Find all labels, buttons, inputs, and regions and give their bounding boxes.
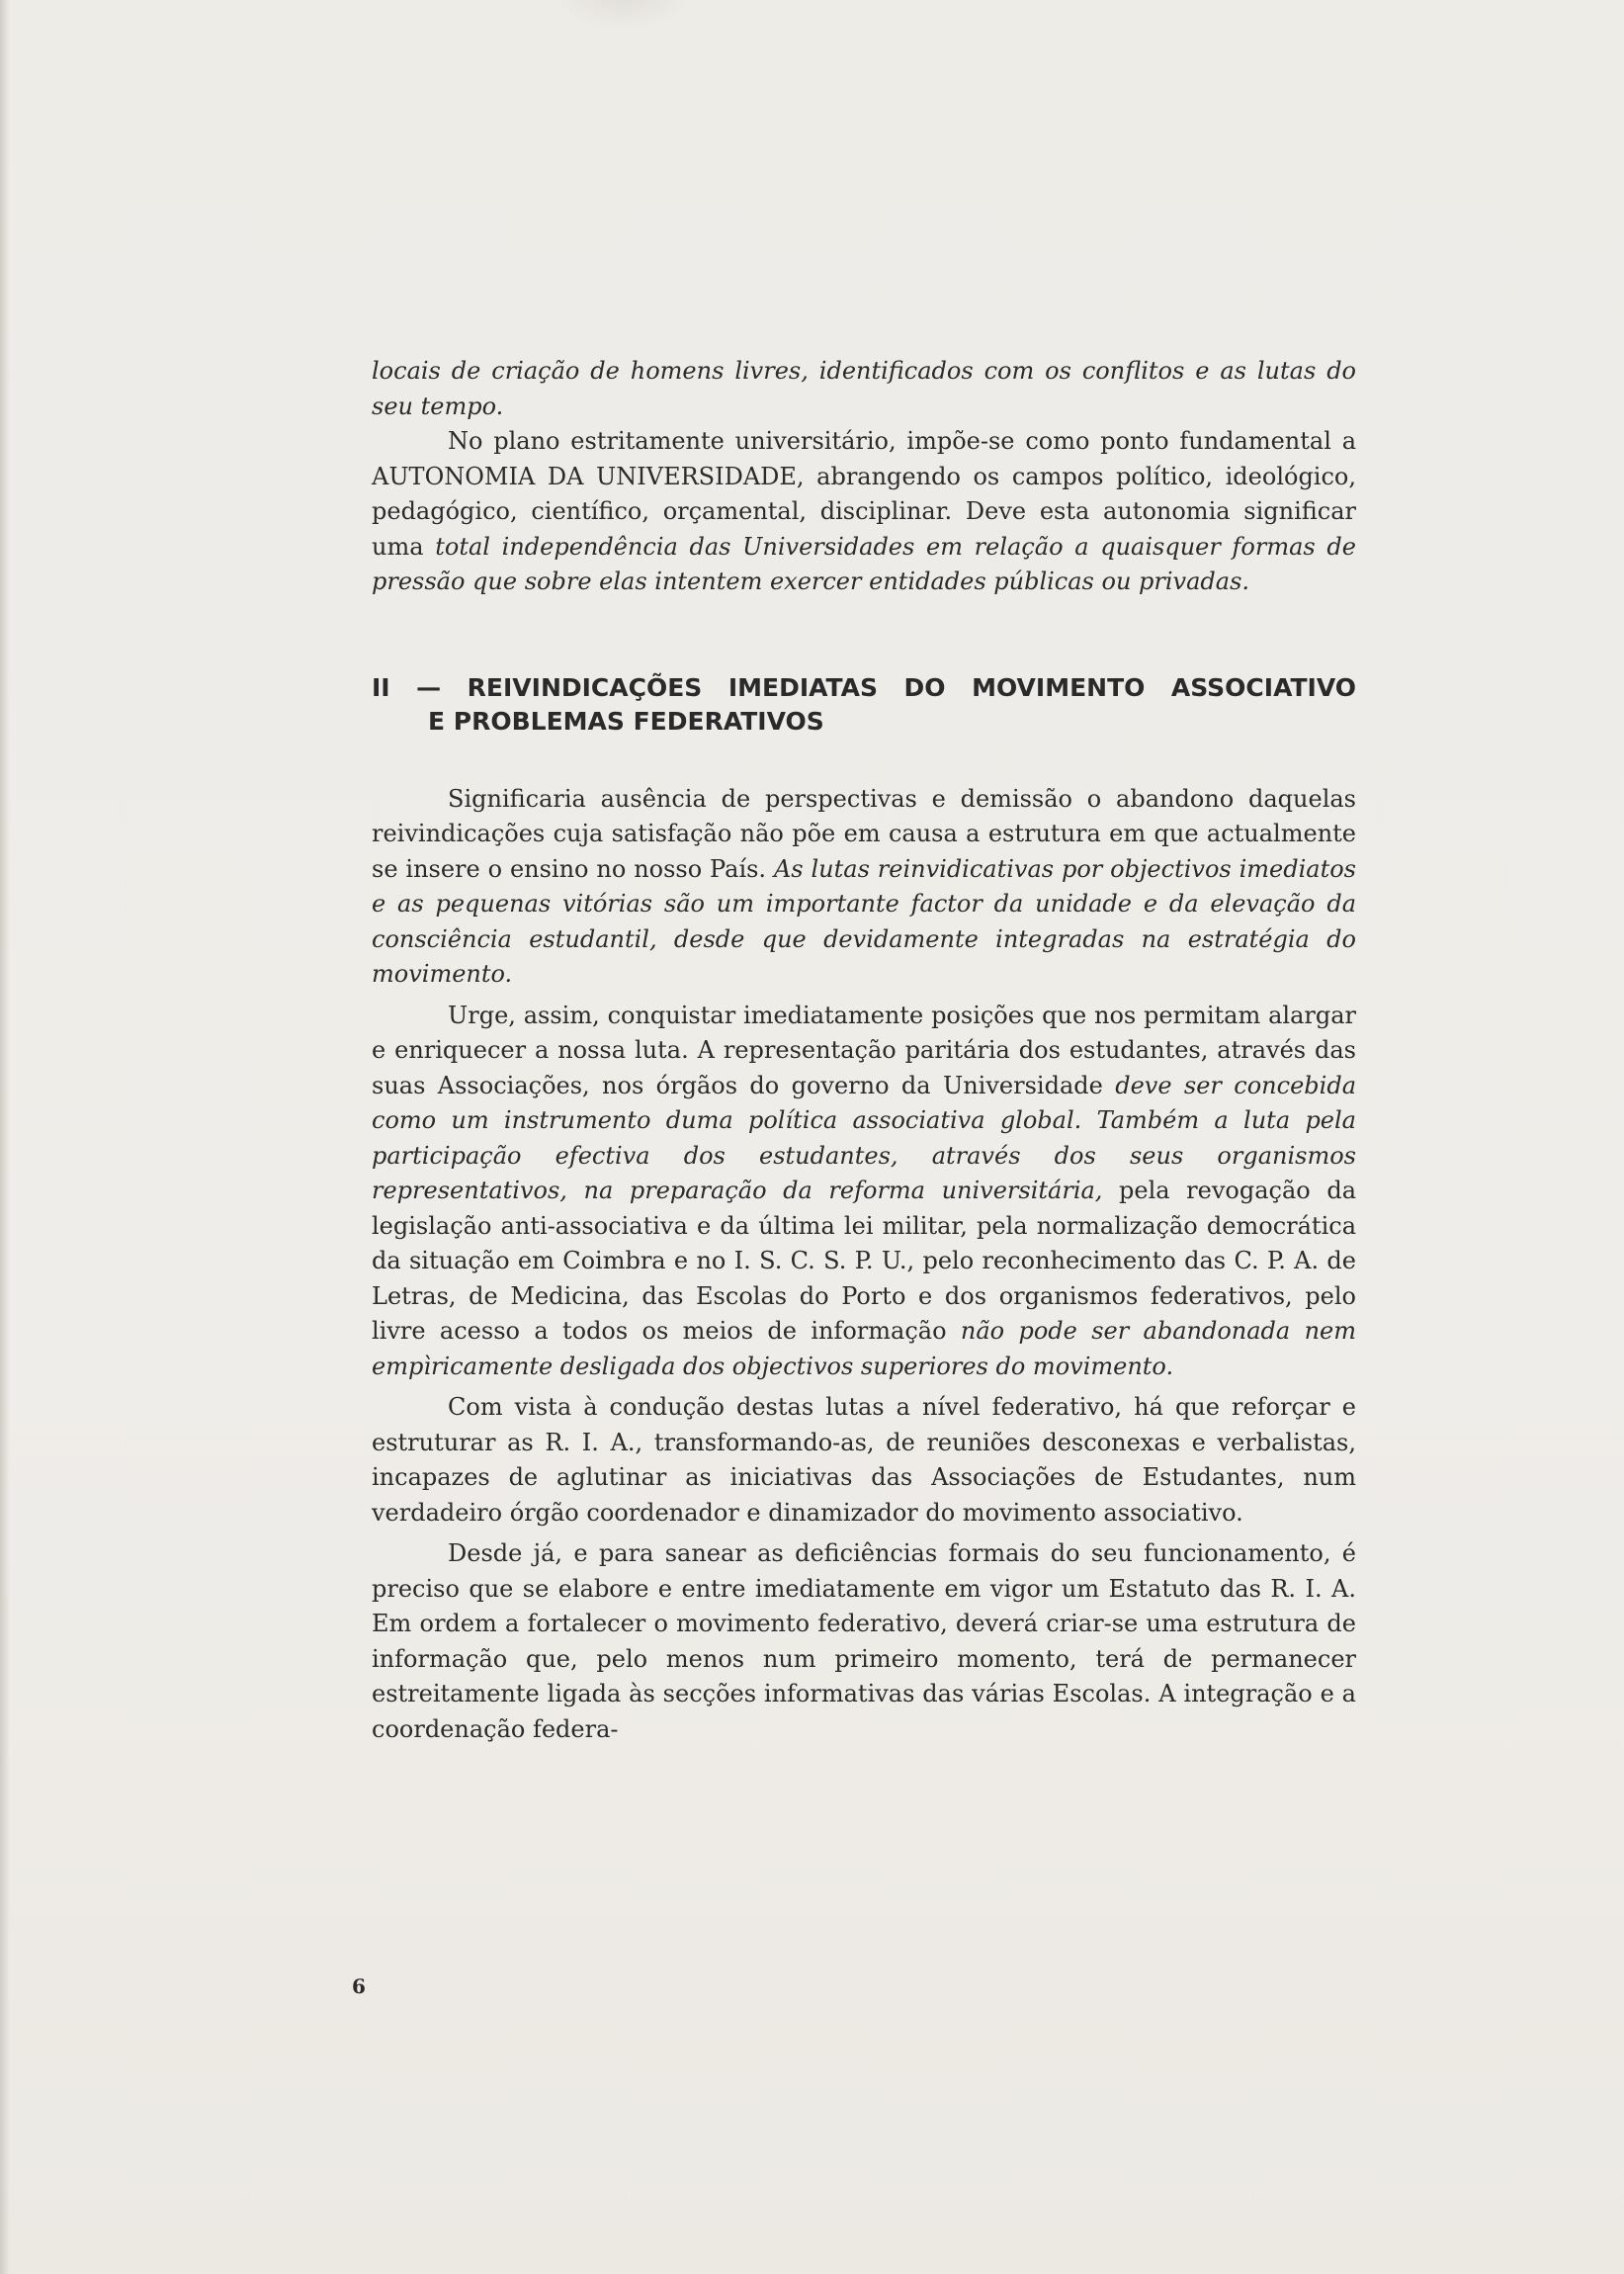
page-edge-shadow [0, 0, 10, 2274]
paragraph-6-text: Desde já, e para sanear as deficiências formais do seu funcionamento, é preciso que se elabore e entre imediatamente em vigor um Estatuto das R. I. A. Em ordem a fortalecer o movimento federativo, deverá criar-se uma estrutura de informação que, pelo menos num primeiro momento, terá de permanecer estreitamente ligada às secções informativas das várias Escolas. A integração e a coordenação federa- [372, 1539, 1356, 1743]
paragraph-2 [372, 424, 1356, 600]
paragraph-4-italic-2: não pode ser abandonada nem empìricamente desligada dos objectivos superiores do movimento. [372, 1317, 1356, 1380]
paper-stain [554, 0, 692, 30]
paragraph-4-text-2: pela revogação da legislação anti-associativa e da última lei militar, pela normalização democrática da situação em Coimbra e no I. S. C. S. P. U., pelo reconhecimento das C. P. A. de Letras, de Medicina, das Escolas do Porto e dos organismos federativos, pelo livre acesso a todos os meios de informação [372, 1177, 1357, 1345]
paragraph-2-text: No plano estritamente universitário, impõe-se como ponto fundamental a AUTONOMIA DA UNIVERSIDADE, abrangendo os campos político, ideológico, pedagógico, científico, orçamental, disciplinar. Deve esta autonomia significar uma [372, 427, 1356, 561]
page-number: 6 [352, 1974, 366, 1998]
paragraph-1-italic: locais de criação de homens livres, identificados com os conflitos e as lutas do seu tempo. [372, 357, 1356, 420]
paragraph-4-italic-1: deve ser concebida como um instrumento duma política associativa global. Também a luta pela participação efectiva dos estudantes, através dos seus organismos representativos, na preparação da reforma universitária, [372, 1071, 1356, 1204]
paragraph-1 [372, 354, 1356, 424]
paragraph-5 [372, 1390, 1356, 1531]
paragraph-5-text: Com vista à condução destas lutas a nível federativo, há que reforçar e estruturar as R. I. A., transformando-as, de reuniões desconexas e verbalistas, incapazes de aglutinar as iniciativas das Associações de Estudantes, num verdadeiro órgão coordenador e dinamizador do movimento associativo. [372, 1393, 1356, 1527]
paragraph-2-italic: total independência das Universidades em relação a quaisquer formas de pressão que sobre elas intentem exercer entidades públicas ou privadas. [372, 532, 1356, 595]
paragraph-3-text: Significaria ausência de perspectivas e demissão o abandono daquelas reivindicações cuja satisfação não põe em causa a estrutura em que actualmente se insere o ensino no nosso País. [372, 784, 1356, 883]
paragraph-3-italic: As lutas reinvidicativas por objectivos imediatos e as pequenas vitórias são um importante factor da unidade e da elevação da consciência estudantil, desde que devidamente integradas na estratégia do movimento. [372, 854, 1356, 988]
section-heading [372, 671, 1356, 739]
paragraph-3 [372, 782, 1356, 993]
paragraph-6 [372, 1536, 1356, 1747]
paragraph-4 [372, 999, 1356, 1385]
section-heading-line-2: E PROBLEMAS FEDERATIVOS [428, 706, 824, 736]
body-text [372, 354, 1356, 1747]
paragraph-4-text-1: Urge, assim, conquistar imediatamente posições que nos permitam alargar e enriquecer a nossa luta. A representação paritária dos estudantes, através das suas Associações, nos órgãos do governo da Universidade [372, 1001, 1356, 1099]
section-heading-line-1: II — REIVINDICAÇÕES IMEDIATAS DO MOVIMENTO ASSOCIATIVO [372, 672, 1356, 702]
